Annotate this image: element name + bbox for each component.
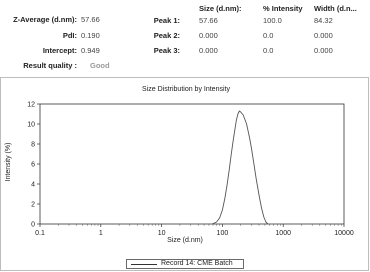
legend xyxy=(126,259,244,269)
peak-3-width: 0.000 xyxy=(314,46,333,55)
peak-1-width: 84.32 xyxy=(314,16,333,25)
z-average-value: 57.66 xyxy=(81,15,100,24)
intercept-label: Intercept: xyxy=(42,46,77,55)
series-line-1 xyxy=(212,111,268,224)
z-average-label: Z-Average (d.nm): xyxy=(13,15,77,24)
legend-line-swatch xyxy=(131,264,157,265)
peak-2-width: 0.000 xyxy=(314,31,333,40)
intensity-header: % Intensity xyxy=(263,4,303,13)
peak-3-intensity: 0.0 xyxy=(263,46,274,55)
x-axis-label: Size (d.nm) xyxy=(167,237,203,244)
peak-2-label: Peak 2: xyxy=(153,31,180,40)
x-tick-label: 0.1 xyxy=(35,230,45,237)
peak-3-label: Peak 3: xyxy=(153,46,180,55)
result-quality-label: Result quality : xyxy=(23,61,77,70)
x-tick-label: 1 xyxy=(98,230,103,237)
legend-label: Record 14: CME Batch xyxy=(161,260,233,267)
y-tick-label: 10 xyxy=(27,121,35,129)
pdi-value: 0.190 xyxy=(81,31,100,40)
peak-2-intensity: 0.0 xyxy=(263,31,274,40)
peak-3-size: 0.000 xyxy=(199,46,218,55)
peak-1-intensity: 100.0 xyxy=(263,16,282,25)
y-tick-label: 6 xyxy=(31,161,35,169)
x-tick-label: 1000 xyxy=(275,230,291,237)
y-axis-label: Intensity (%) xyxy=(5,142,12,182)
intercept-value: 0.949 xyxy=(81,46,100,55)
x-tick-label: 10 xyxy=(157,230,166,237)
y-tick-label: 2 xyxy=(31,201,35,209)
peak-1-label: Peak 1: xyxy=(153,16,180,25)
plot-area-border xyxy=(40,104,344,224)
y-tick-label: 0 xyxy=(31,221,35,229)
x-tick-label: 10000 xyxy=(334,230,354,237)
y-tick-label: 8 xyxy=(31,141,35,149)
y-tick-label: 4 xyxy=(31,181,35,189)
pdi-label: PdI: xyxy=(62,31,77,40)
chart-title: Size Distribution by Intensity xyxy=(142,86,230,93)
y-tick-label: 12 xyxy=(27,101,35,109)
x-tick-label: 100 xyxy=(216,230,229,237)
peak-2-size: 0.000 xyxy=(199,31,218,40)
result-quality-value: Good xyxy=(90,61,110,70)
size-header: Size (d.nm): xyxy=(199,4,242,13)
width-header: Width (d.n... xyxy=(314,4,357,13)
peak-1-size: 57.66 xyxy=(199,16,218,25)
